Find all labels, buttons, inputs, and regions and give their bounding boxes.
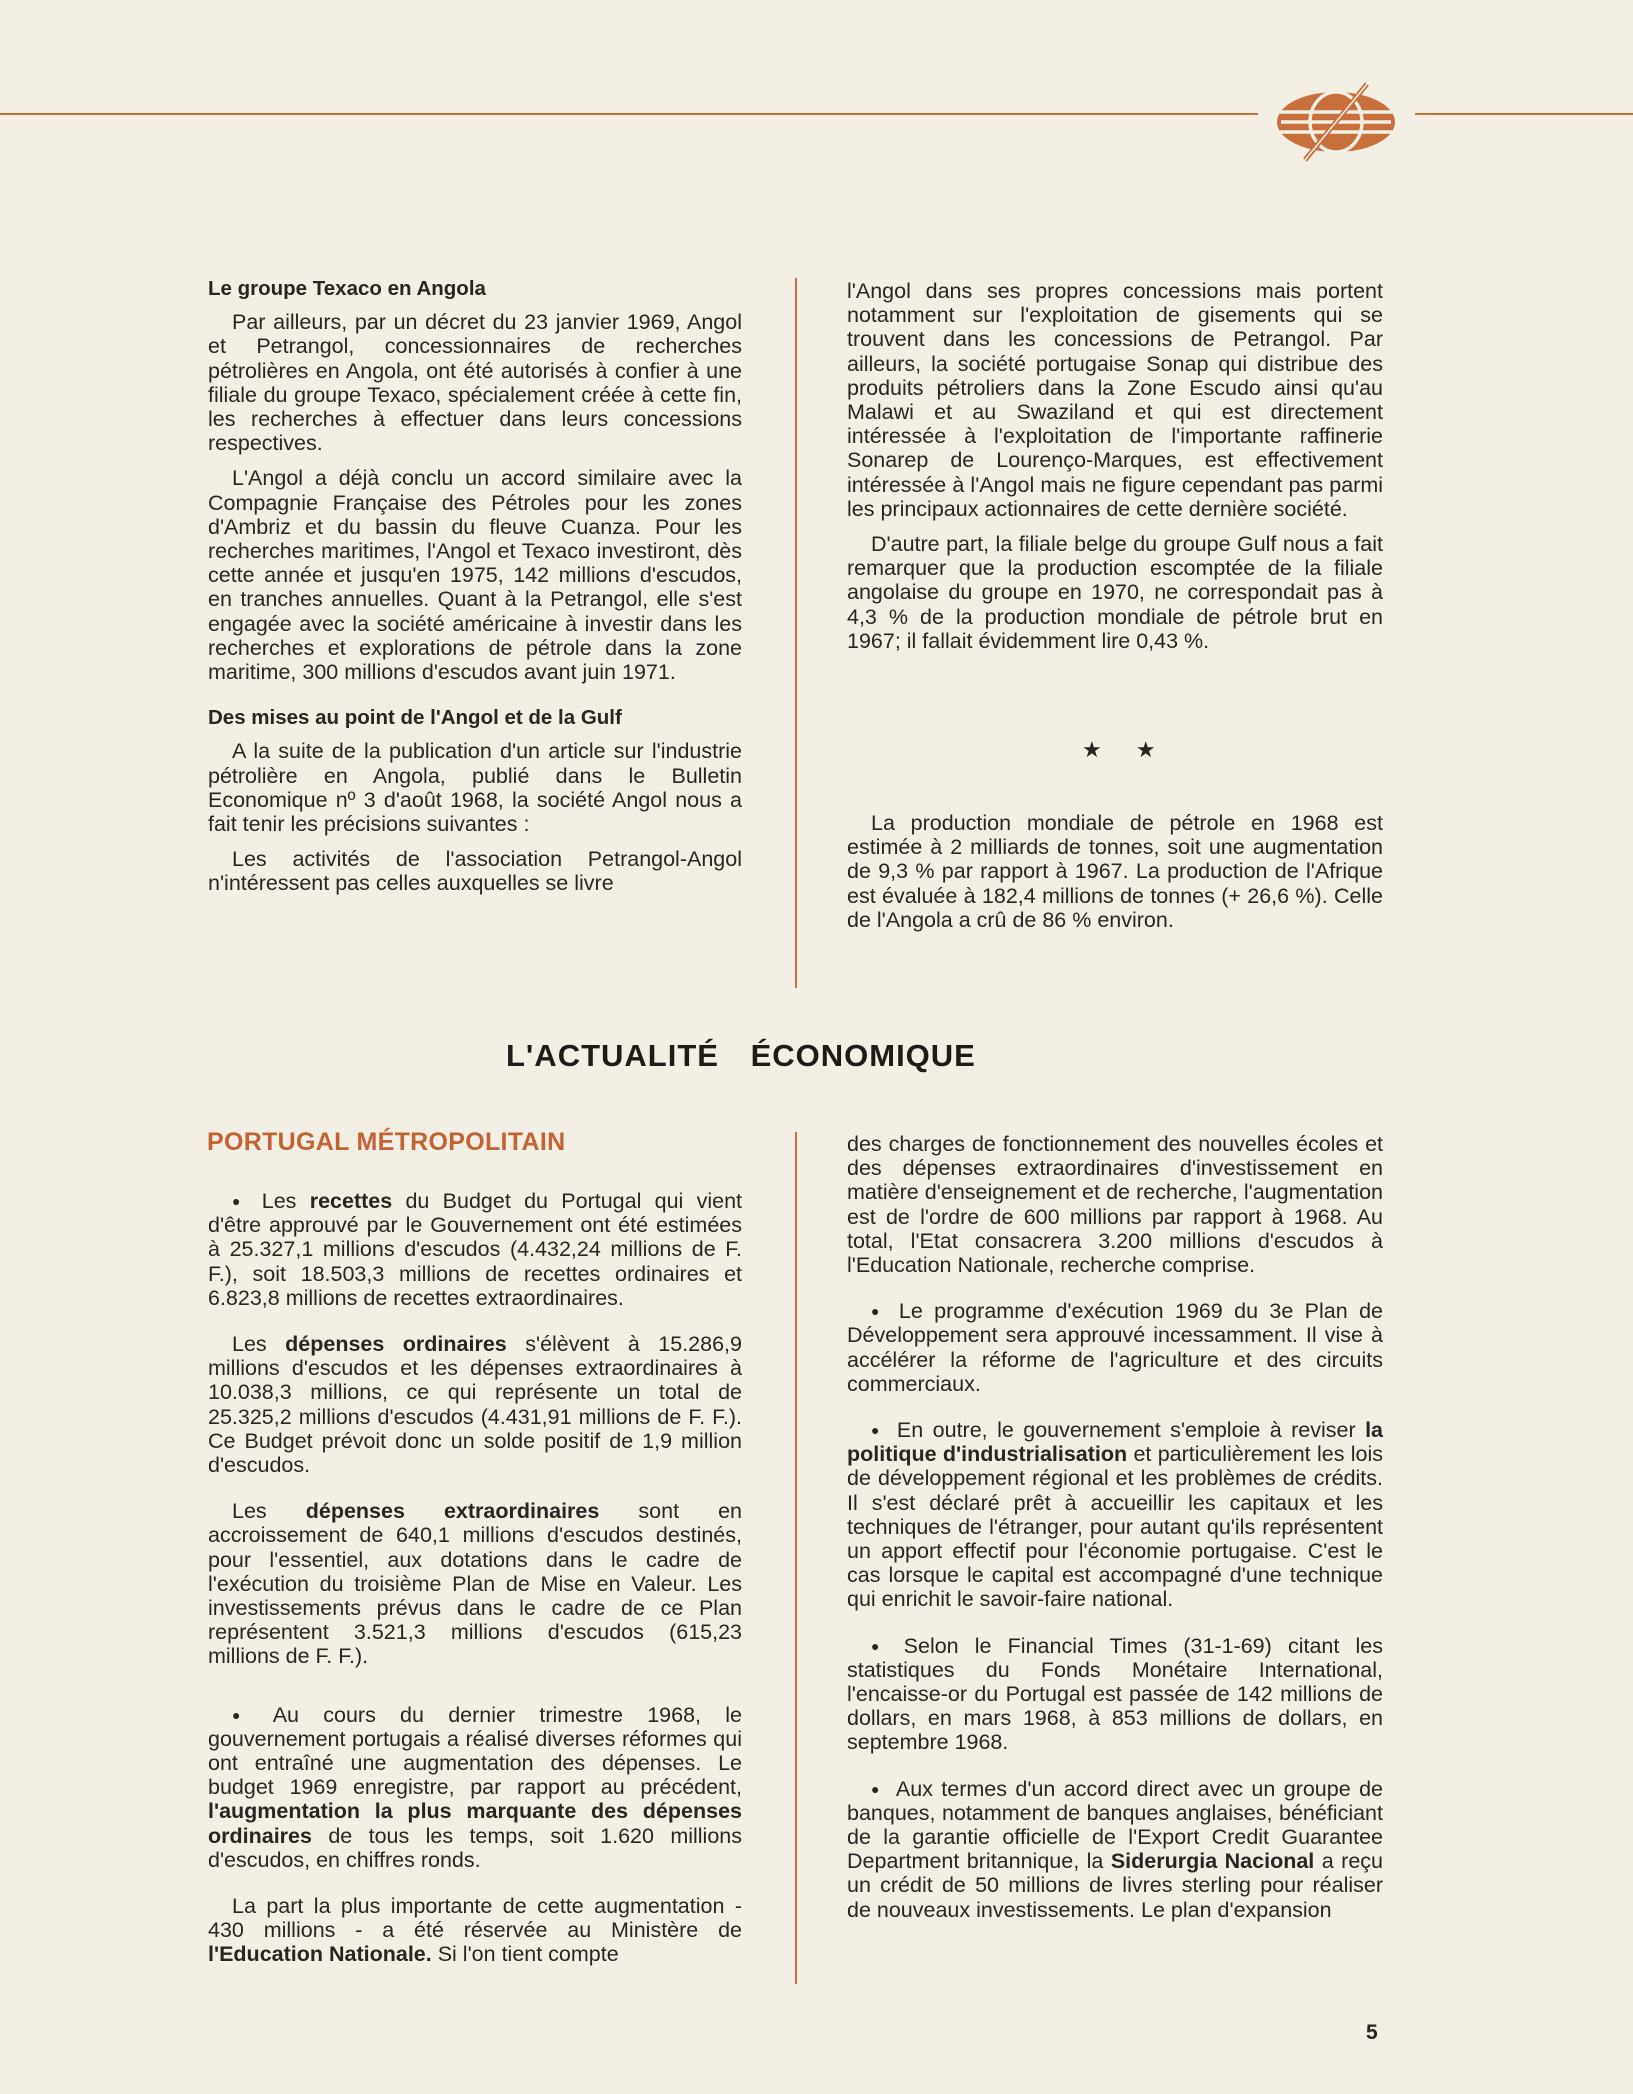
header-rule-right [1415,113,1633,115]
heading-texaco: Le groupe Texaco en Angola [208,277,486,300]
paragraph: A la suite de la publication d'un article sur l'industrie pétrolière en Angola, publié dans le Bulletin Economique nº 3 d'août 1968, la société Angol nous a fait tenir les précisions suivantes : [208,739,742,837]
paragraph: L'Angol a déjà conclu un accord similaire avec la Compagnie Française des Pétroles pour les zones d'Ambriz et du bassin du fleuve Cuanza. Pour les recherches maritimes, l'Angol et Texaco investiront, dès cette année et jusqu'en 1975, 142 millions d'escudos, en tranches annuelles. Quant à la Petrangol, elle s'est engagée avec la société américaine à investir dans les recherches et explorations de pétrole dans la zone maritime, 300 millions d'escudos avant juin 1971. [208,466,742,685]
separator-stars: ★ ★ [1082,737,1170,762]
column-texaco [208,277,742,896]
section-banner: L'ACTUALITÉ ÉCONOMIQUE [506,1038,976,1073]
list-item: ● Selon le Financial Times (31-1-69) citant les statistiques du Fonds Monétaire International, l'encaisse-or du Portugal est passée de 142 millions de dollars, en mars 1968, à 853 millions de dollars, en septembre 1968. [847,1634,1383,1755]
column-angol-continued [847,279,1383,653]
column-production [847,811,1383,932]
paragraph: Par ailleurs, par un décret du 23 janvier 1969, Angol et Petrangol, concessionnaires de recherches pétrolières en Angola, ont été autorisés à confier à une filiale du groupe Texaco, spécialement créée à cette fin, les recherches à effectuer dans leurs concessions respectives. [208,310,742,456]
list-item: ● Le programme d'exécution 1969 du 3e Plan de Développement sera approuvé incessamment. Il vise à accélérer la réforme de l'agriculture et des circuits commerciaux. [847,1299,1383,1396]
page-number: 5 [1366,2021,1378,2044]
paragraph: La production mondiale de pétrole en 1968 est estimée à 2 milliards de tonnes, soit une augmentation de 9,3 % par rapport à 1967. La production de l'Afrique est évaluée à 182,4 millions de tonnes (+ 26,6 %). Celle de l'Angola a crû de 86 % environ. [847,811,1383,932]
column-divider [795,1132,797,1984]
heading-angol-gulf: Des mises au point de l'Angol et de la Gulf [208,706,622,730]
paragraph: Les dépenses ordinaires s'élèvent à 15.286,9 millions d'escudos et les dépenses extraordinaires à 10.038,3 millions, ce qui représente un total de 25.325,2 millions d'escudos (4.431,91 millions de F. F.). Ce Budget prévoit donc un solde positif de 1,9 million d'escudos. [208,1332,742,1478]
list-item: ● Aux termes d'un accord direct avec un groupe de banques, notamment de banques anglaises, bénéficiant de la garantie officielle de l'Export Credit Guarantee Department britannique, la Siderurgia Nacional a reçu un crédit de 50 millions de livres sterling pour réaliser de nouveaux investissements. Le plan d'expansion [847,1777,1383,1922]
list-item: ● En outre, le gouvernement s'emploie à reviser la politique d'industrialisation et particulièrement les lois de développement régional et les problèmes de crédits. Il s'est déclaré prêt à accueillir les capitaux et les techniques de l'étranger, pour autant qu'ils représentent un apport effectif pour l'économie portugaise. C'est le cas lorsque le capital est accompagné d'une technique qui enrichit le savoir-faire national. [847,1418,1383,1612]
list-item: ● Les recettes du Budget du Portugal qui vient d'être approuvé par le Gouvernement ont été estimées à 25.327,1 millions d'escudos (4.432,24 millions de F. F.), soit 18.503,3 millions de recettes ordinaires et 6.823,8 millions de recettes extraordinaires. [208,1189,742,1310]
paragraph: La part la plus importante de cette augmentation - 430 millions - a été réservée au Ministère de l'Education Nationale. Si l'on tient compte [208,1894,742,1967]
paragraph: Les activités de l'association Petrangol-Angol n'intéressent pas celles auxquelles se livre [208,847,742,896]
header-rule-left [0,113,1258,115]
paragraph: D'autre part, la filiale belge du groupe Gulf nous a fait remarquer que la production escomptée de la filiale angolaise du groupe en 1970, ne correspondait pas à 4,3 % de la production mondiale de pétrole brut en 1967; il fallait évidemment lire 0,43 %. [847,532,1383,653]
paragraph: Les dépenses extraordinaires sont en accroissement de 640,1 millions d'escudos destinés, pour l'essentiel, aux dotations dans le cadre de l'exécution du troisième Plan de Mise en Valeur. Les investissements prévus dans le cadre de ce Plan représentent 3.521,3 millions d'escudos (615,23 millions de F. F.). [208,1499,743,1669]
column-portugal-continued [847,1132,1383,1922]
paragraph: des charges de fonctionnement des nouvelles écoles et des dépenses extraordinaires d'investissement en matière d'enseignement et de recherche, l'augmentation est de l'ordre de 600 millions par rapport à 1968. Au total, l'Etat consacrera 3.200 millions d'escudos à l'Education Nationale, recherche comprise. [847,1132,1383,1278]
list-item: ● Au cours du dernier trimestre 1968, le gouvernement portugais a réalisé diverses réformes qui ont entraîné une augmentation des dépenses. Le budget 1969 enregistre, par rapport au précédent, l'augmentation la plus marquante des dépenses ordinaires de tous les temps, soit 1.620 millions d'escudos, en chiffres ronds. [208,1703,742,1872]
section-title: PORTUGAL MÉTROPOLITAIN [207,1128,566,1156]
column-portugal-budget [208,1189,742,1967]
paragraph: l'Angol dans ses propres concessions mais portent notamment sur l'exploitation de gisements qui se trouvent dans les concessions de Petrangol. Par ailleurs, la société portugaise Sonap qui distribue des produits pétroliers dans la Zone Escudo ainsi qu'au Malawi et au Swaziland et qui est directement intéressée à l'exploitation de l'importante raffinerie Sonarep de Lourenço-Marques, est effectivement intéressée à l'Angol mais ne figure cependant pas parmi les principaux actionnaires de cette dernière société. [847,279,1383,521]
globe-logo-icon [1275,82,1397,162]
column-divider [795,278,797,988]
